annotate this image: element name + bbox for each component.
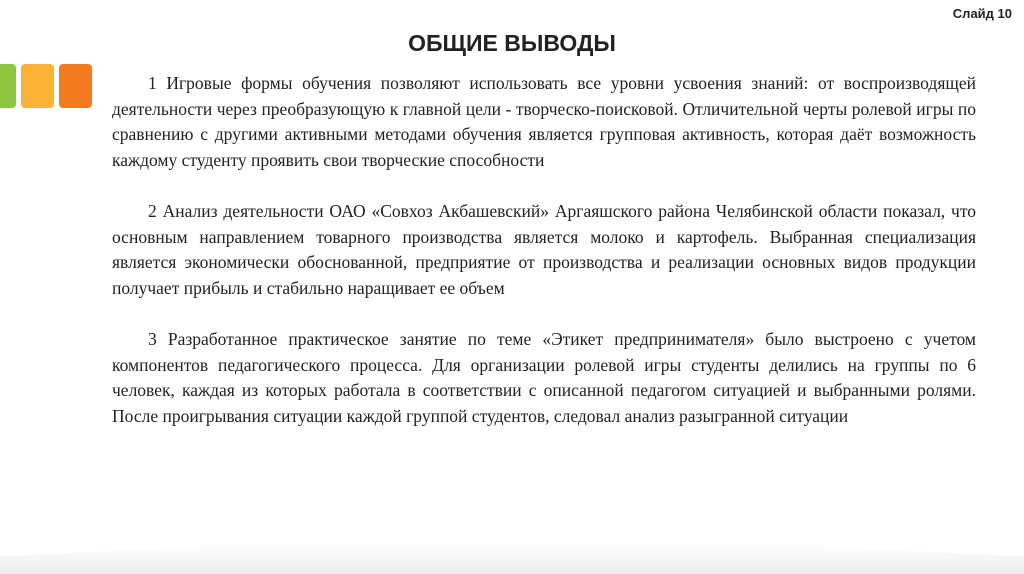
orange-square	[59, 64, 92, 108]
paragraph-3: 3 Разработанное практическое занятие по теме «Этикет предпринимателя» было выстроено с учетом компонентов педагогического процесса. Для организации ролевой игры студенты делились на группы по 6 человек, каждая из которых работала в соответствии с описанной педагогом ситуацией и выбранными ролями. После проигрывания ситуации каждой группой студентов, следовал анализ разыгранной ситуации	[112, 329, 976, 426]
slide-title: ОБЩИЕ ВЫВОДЫ	[408, 30, 616, 56]
green-square	[0, 64, 16, 108]
paragraph-2: 2 Анализ деятельности ОАО «Совхоз Акбашевский» Аргаяшского района Челябинской области показал, что основным направлением товарного производства является молоко и картофель. Выбранная специализация является экономически обоснованной, предприятие от производства и реализации основных видов продукции получает прибыль и стабильно наращивает ее объем	[112, 201, 976, 298]
yellow-square	[21, 64, 54, 108]
paragraph-1: 1 Игровые формы обучения позволяют использовать все уровни усвоения знаний: от воспроизводящей деятельности через преобразующую к главной цели - творческо-поисковой. Отличительной черты ролевой игры по сравнению с другими активными методами обучения является групповая активность, которая даёт возможность каждому студенту проявить свои творческие способности	[112, 73, 976, 170]
conclusions-text	[112, 71, 976, 455]
decorative-squares	[0, 64, 92, 108]
bottom-shadow	[0, 544, 1024, 574]
slide-number: Слайд 10	[952, 6, 1012, 21]
